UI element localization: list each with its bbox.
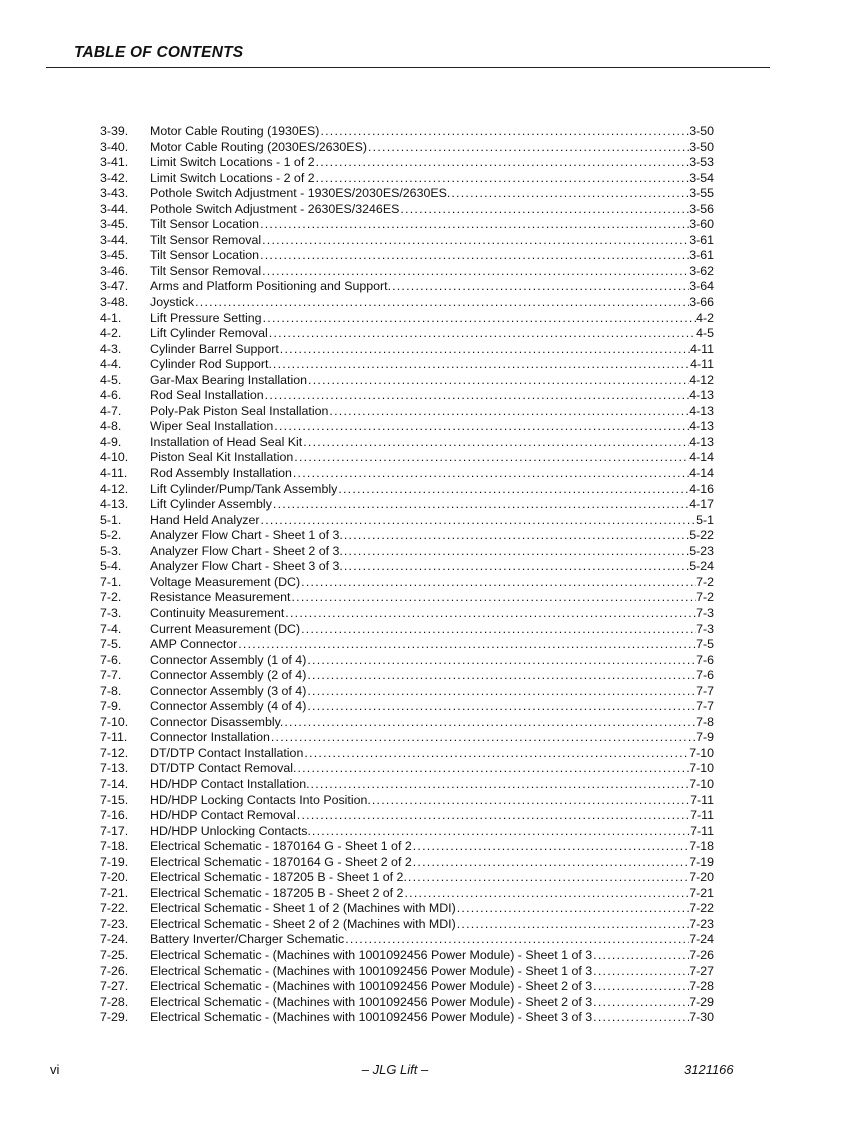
toc-entry-title: HD/HDP Unlocking Contacts.: [150, 823, 311, 838]
dot-leader: [264, 388, 690, 404]
toc-entry[interactable]: [100, 404, 714, 420]
toc-entry-page: 4-2: [696, 310, 714, 325]
toc-entry-number: 3-47.: [100, 279, 129, 294]
toc-entry[interactable]: [100, 777, 714, 793]
toc-entry-page: 7-27: [689, 963, 714, 978]
toc-entry-number: 4-7.: [100, 403, 122, 418]
toc-entry-number: 7-9.: [100, 699, 122, 714]
dot-leader: [319, 124, 689, 140]
toc-entry-title: HD/HDP Locking Contacts Into Position.: [150, 792, 371, 807]
dot-leader: [407, 870, 689, 886]
toc-entry[interactable]: [100, 653, 714, 669]
dot-leader: [315, 171, 690, 187]
toc-entry-number: 3-39.: [100, 124, 129, 138]
toc-entry[interactable]: [100, 901, 714, 917]
dot-leader: [300, 575, 696, 591]
dot-leader: [337, 482, 689, 498]
toc-entry-page: 3-62: [689, 263, 714, 278]
toc-entry-page: 5-1: [696, 512, 714, 527]
toc-entry-title: Electrical Schematic - (Machines with 1001092456 Power Module) - Sheet 3 of 3: [150, 1010, 593, 1025]
toc-entry-title: Tilt Sensor Removal: [150, 263, 262, 278]
toc-entry-page: 4-11: [690, 357, 714, 372]
toc-entry-title: Analyzer Flow Chart - Sheet 2 of 3.: [150, 543, 343, 558]
dot-leader: [412, 839, 689, 855]
toc-entry-number: 4-13.: [100, 497, 129, 512]
toc-entry-number: 3-48.: [100, 295, 129, 310]
toc-entry-number: 7-20.: [100, 870, 129, 885]
toc-entry[interactable]: [100, 730, 714, 746]
toc-entry-page: 7-26: [689, 947, 714, 962]
toc-entry[interactable]: [100, 622, 714, 638]
dot-leader: [450, 186, 689, 202]
toc-entry-title: Tilt Sensor Removal: [150, 232, 262, 247]
dot-leader: [310, 777, 690, 793]
toc-entry[interactable]: [100, 870, 714, 886]
toc-entry-title: HD/HDP Contact Installation.: [150, 776, 310, 791]
toc-entry-number: 3-42.: [100, 170, 129, 185]
toc-entry-page: 3-55: [689, 186, 714, 201]
toc-entry-title: Gar-Max Bearing Installation: [150, 372, 308, 387]
toc-entry-number: 4-8.: [100, 419, 122, 434]
toc-entry-title: Connector Assembly (2 of 4): [150, 668, 307, 683]
footer-doc-number: 3121166: [684, 1062, 734, 1077]
toc-entry-title: Pothole Switch Adjustment - 1930ES/2030ES/2630ES.: [150, 186, 451, 201]
toc-entry[interactable]: [100, 342, 714, 358]
dot-leader: [344, 932, 689, 948]
toc-entry[interactable]: [100, 124, 714, 140]
dot-leader: [296, 808, 690, 824]
toc-entry-number: 5-1.: [100, 512, 122, 527]
toc-entry-title: Motor Cable Routing (1930ES): [150, 124, 320, 138]
toc-entry-number: 7-22.: [100, 901, 129, 916]
toc-entry-page: 3-64: [689, 279, 714, 294]
toc-entry-number: 5-4.: [100, 559, 122, 574]
toc-entry-title: Motor Cable Routing (2030ES/2630ES): [150, 139, 367, 154]
toc-entry-page: 3-61: [689, 232, 714, 247]
dot-leader: [284, 606, 696, 622]
toc-entry[interactable]: [100, 202, 714, 218]
dot-leader: [300, 622, 696, 638]
dot-leader: [306, 653, 696, 669]
dot-leader: [456, 917, 689, 933]
toc-entry-title: Tilt Sensor Location: [150, 217, 260, 232]
toc-entry-page: 3-53: [689, 155, 714, 170]
dot-leader: [592, 948, 689, 964]
toc-entry-title: Lift Pressure Setting: [150, 310, 262, 325]
toc-entry-page: 7-19: [689, 854, 714, 869]
dot-leader: [592, 979, 689, 995]
toc-entry-title: Lift Cylinder/Pump/Tank Assembly: [150, 481, 338, 496]
toc-entry-page: 7-24: [689, 932, 714, 947]
toc-entry-page: 7-18: [689, 839, 714, 854]
toc-entry-title: Joystick: [150, 295, 195, 310]
toc-entry-title: Current Measurement (DC): [150, 621, 301, 636]
toc-entry-title: Piston Seal Kit Installation: [150, 450, 294, 465]
toc-entry[interactable]: [100, 948, 714, 964]
toc-entry-page: 7-21: [689, 885, 714, 900]
toc-entry-page: 7-29: [689, 994, 714, 1009]
toc-entry-title: Cylinder Barrel Support: [150, 341, 279, 356]
toc-entry-page: 7-3: [696, 621, 714, 636]
toc-entry-number: 7-6.: [100, 652, 122, 667]
toc-entry-page: 3-61: [689, 248, 714, 263]
toc-entry[interactable]: [100, 1010, 714, 1026]
toc-entry-number: 7-5.: [100, 637, 122, 652]
dot-leader: [262, 311, 697, 327]
toc-entry-title: Installation of Head Seal Kit: [150, 434, 303, 449]
toc-entry[interactable]: [100, 995, 714, 1011]
toc-entry-number: 7-14.: [100, 776, 129, 791]
toc-entry[interactable]: [100, 497, 714, 513]
toc-entry-page: 7-2: [696, 574, 714, 589]
toc-entry-number: 4-10.: [100, 450, 129, 465]
toc-entry-number: 4-9.: [100, 434, 122, 449]
toc-entry-number: 3-41.: [100, 155, 129, 170]
toc-entry-title: Electrical Schematic - Sheet 2 of 2 (Machines with MDI): [150, 916, 456, 931]
toc-entry-page: 4-14: [689, 450, 714, 465]
dot-leader: [343, 544, 689, 560]
dot-leader: [261, 233, 689, 249]
toc-entry-page: 5-23: [689, 543, 714, 558]
toc-entry-number: 7-10.: [100, 714, 129, 729]
toc-entry-page: 4-13: [689, 403, 714, 418]
toc-entry-title: Resistance Measurement: [150, 590, 291, 605]
toc-entry-title: Arms and Platform Positioning and Support.: [150, 279, 392, 294]
page-title: TABLE OF CONTENTS: [74, 44, 244, 61]
dot-leader: [343, 528, 689, 544]
dot-leader: [296, 761, 689, 777]
toc-entry-number: 7-19.: [100, 854, 129, 869]
toc-entry-title: Connector Assembly (1 of 4): [150, 652, 307, 667]
toc-entry-page: 7-28: [689, 979, 714, 994]
dot-leader: [328, 404, 689, 420]
toc-entry-page: 7-8: [696, 714, 714, 729]
toc-entry-title: Electrical Schematic - (Machines with 1001092456 Power Module) - Sheet 2 of 3: [150, 979, 593, 994]
toc-entry-page: 7-3: [696, 605, 714, 620]
toc-entry-title: Connector Assembly (3 of 4): [150, 683, 307, 698]
toc-entry-page: 7-2: [696, 590, 714, 605]
toc-entry-title: Limit Switch Locations - 1 of 2: [150, 155, 315, 170]
table-of-contents: [100, 124, 714, 1026]
toc-entry-title: Analyzer Flow Chart - Sheet 1 of 3.: [150, 528, 343, 543]
toc-entry-page: 4-17: [689, 497, 714, 512]
dot-leader: [315, 155, 690, 171]
toc-entry-title: Lift Cylinder Assembly: [150, 497, 272, 512]
toc-entry-page: 3-66: [689, 295, 714, 310]
toc-entry-page: 7-10: [689, 776, 714, 791]
dot-leader: [306, 684, 696, 700]
toc-entry-page: 7-22: [689, 901, 714, 916]
toc-entry[interactable]: [100, 559, 714, 575]
toc-entry[interactable]: [100, 886, 714, 902]
dot-leader: [194, 295, 689, 311]
toc-entry-number: 4-3.: [100, 341, 122, 356]
toc-entry-number: 4-4.: [100, 357, 122, 372]
toc-entry-number: 7-13.: [100, 761, 129, 776]
toc-entry-number: 3-44.: [100, 232, 129, 247]
dot-leader: [456, 901, 689, 917]
toc-entry-number: 7-2.: [100, 590, 122, 605]
toc-entry-page: 5-24: [689, 559, 714, 574]
toc-entry[interactable]: [100, 839, 714, 855]
toc-entry[interactable]: [100, 699, 714, 715]
toc-entry[interactable]: [100, 357, 714, 373]
toc-entry-number: 7-12.: [100, 745, 129, 760]
dot-leader: [307, 373, 689, 389]
toc-entry-title: Rod Assembly Installation: [150, 466, 292, 481]
toc-entry-page: 3-50: [689, 124, 714, 138]
toc-entry-number: 3-45.: [100, 217, 129, 232]
toc-entry-page: 7-6: [696, 652, 714, 667]
toc-entry[interactable]: [100, 295, 714, 311]
toc-entry-page: 4-5: [696, 326, 714, 341]
toc-entry-page: 4-14: [689, 466, 714, 481]
footer-page-number: vi: [50, 1062, 60, 1077]
toc-entry[interactable]: [100, 279, 714, 295]
toc-entry-number: 7-8.: [100, 683, 122, 698]
dot-leader: [259, 217, 689, 233]
dot-leader: [391, 279, 689, 295]
toc-entry-page: 7-30: [689, 1010, 714, 1025]
dot-leader: [303, 746, 689, 762]
dot-leader: [302, 435, 689, 451]
toc-entry-title: DT/DTP Contact Installation: [150, 745, 304, 760]
toc-entry-page: 7-10: [689, 745, 714, 760]
toc-entry-title: HD/HDP Contact Removal: [150, 808, 296, 823]
toc-entry[interactable]: [100, 186, 714, 202]
toc-entry[interactable]: [100, 808, 714, 824]
toc-entry-number: 3-43.: [100, 186, 129, 201]
toc-entry[interactable]: [100, 668, 714, 684]
toc-entry[interactable]: [100, 140, 714, 156]
toc-entry-number: 7-25.: [100, 947, 129, 962]
toc-entry-title: Lift Cylinder Removal: [150, 326, 268, 341]
toc-entry-number: 4-11.: [100, 466, 128, 481]
dot-leader: [273, 419, 689, 435]
toc-entry-number: 7-27.: [100, 979, 129, 994]
footer-publisher: – JLG Lift –: [361, 1062, 429, 1077]
toc-entry[interactable]: [100, 824, 714, 840]
toc-entry[interactable]: [100, 171, 714, 187]
dot-leader: [272, 357, 690, 373]
toc-entry-page: 3-54: [689, 170, 714, 185]
dot-leader: [592, 995, 689, 1011]
toc-entry[interactable]: [100, 217, 714, 233]
dot-leader: [283, 715, 696, 731]
toc-entry-number: 5-3.: [100, 543, 122, 558]
toc-entry-title: Tilt Sensor Location: [150, 248, 260, 263]
toc-entry-number: 3-44.: [100, 201, 129, 216]
toc-entry-title: Analyzer Flow Chart - Sheet 3 of 3.: [150, 559, 343, 574]
toc-entry-number: 7-15.: [100, 792, 129, 807]
toc-entry[interactable]: [100, 326, 714, 342]
toc-entry[interactable]: [100, 855, 714, 871]
toc-entry-page: 3-60: [689, 217, 714, 232]
toc-entry-page: 7-11: [690, 823, 714, 838]
dot-leader: [399, 202, 689, 218]
toc-entry[interactable]: [100, 482, 714, 498]
toc-entry-page: 4-13: [689, 419, 714, 434]
toc-entry-page: 4-13: [689, 434, 714, 449]
dot-leader: [272, 497, 689, 513]
toc-entry-number: 7-1.: [100, 574, 122, 589]
toc-entry-title: Electrical Schematic - (Machines with 1001092456 Power Module) - Sheet 1 of 3: [150, 963, 593, 978]
toc-entry-number: 4-2.: [100, 326, 122, 341]
toc-entry[interactable]: [100, 575, 714, 591]
toc-entry-title: DT/DTP Contact Removal.: [150, 761, 297, 776]
toc-entry-title: Cylinder Rod Support.: [150, 357, 272, 372]
toc-entry-number: 4-5.: [100, 372, 122, 387]
toc-entry-title: Electrical Schematic - (Machines with 1001092456 Power Module) - Sheet 1 of 3: [150, 947, 593, 962]
toc-entry-title: Voltage Measurement (DC): [150, 574, 301, 589]
toc-entry[interactable]: [100, 264, 714, 280]
dot-leader: [291, 590, 697, 606]
header-rule: [46, 67, 770, 68]
toc-entry-number: 7-3.: [100, 605, 122, 620]
toc-entry[interactable]: [100, 311, 714, 327]
toc-entry-page: 7-6: [696, 668, 714, 683]
toc-entry-number: 7-28.: [100, 994, 129, 1009]
toc-entry[interactable]: [100, 544, 714, 560]
dot-leader: [306, 699, 696, 715]
toc-entry-page: 7-10: [689, 761, 714, 776]
toc-entry[interactable]: [100, 637, 714, 653]
toc-entry-page: 4-12: [689, 372, 714, 387]
toc-entry-title: AMP Connector: [150, 637, 238, 652]
dot-leader: [279, 342, 690, 358]
toc-entry-number: 7-17.: [100, 823, 129, 838]
toc-entry-page: 5-22: [689, 528, 714, 543]
toc-entry-page: 4-11: [690, 341, 714, 356]
toc-entry-page: 7-7: [696, 699, 714, 714]
toc-entry-number: 4-6.: [100, 388, 122, 403]
toc-entry-title: Wiper Seal Installation: [150, 419, 274, 434]
toc-entry[interactable]: [100, 964, 714, 980]
toc-entry-title: Electrical Schematic - 187205 B - Sheet 2 of 2: [150, 885, 404, 900]
toc-entry-number: 5-2.: [100, 528, 122, 543]
toc-entry-title: Poly-Pak Piston Seal Installation: [150, 403, 329, 418]
dot-leader: [292, 466, 689, 482]
toc-entry[interactable]: [100, 917, 714, 933]
toc-entry-page: 4-16: [689, 481, 714, 496]
toc-entry-number: 7-18.: [100, 839, 129, 854]
toc-entry-number: 3-40.: [100, 139, 129, 154]
toc-entry-title: Electrical Schematic - 1870164 G - Sheet 1 of 2: [150, 839, 412, 854]
toc-entry[interactable]: [100, 979, 714, 995]
toc-entry-page: 3-56: [689, 201, 714, 216]
dot-leader: [592, 964, 689, 980]
toc-entry[interactable]: [100, 155, 714, 171]
dot-leader: [311, 824, 690, 840]
toc-entry[interactable]: [100, 435, 714, 451]
toc-entry-title: Rod Seal Installation: [150, 388, 264, 403]
toc-entry-number: 7-29.: [100, 1010, 129, 1025]
toc-entry-number: 7-24.: [100, 932, 129, 947]
toc-entry[interactable]: [100, 248, 714, 264]
toc-entry[interactable]: [100, 746, 714, 762]
toc-entry[interactable]: [100, 233, 714, 249]
toc-entry-title: Electrical Schematic - 1870164 G - Sheet 2 of 2: [150, 854, 412, 869]
toc-entry-title: Hand Held Analyzer: [150, 512, 260, 527]
toc-entry-page: 3-50: [689, 139, 714, 154]
toc-entry[interactable]: [100, 513, 714, 529]
toc-entry[interactable]: [100, 606, 714, 622]
dot-leader: [343, 559, 689, 575]
toc-entry-page: 7-23: [689, 916, 714, 931]
dot-leader: [259, 248, 689, 264]
toc-entry-number: 7-16.: [100, 808, 129, 823]
toc-entry[interactable]: [100, 932, 714, 948]
toc-entry-number: 4-12.: [100, 481, 129, 496]
toc-entry[interactable]: [100, 590, 714, 606]
toc-entry[interactable]: [100, 388, 714, 404]
dot-leader: [371, 793, 690, 809]
toc-entry-title: Limit Switch Locations - 2 of 2: [150, 170, 315, 185]
toc-entry[interactable]: [100, 466, 714, 482]
dot-leader: [306, 668, 696, 684]
toc-entry[interactable]: [100, 684, 714, 700]
toc-entry[interactable]: [100, 419, 714, 435]
toc-entry-title: Connector Assembly (4 of 4): [150, 699, 307, 714]
dot-leader: [270, 730, 696, 746]
toc-entry[interactable]: [100, 793, 714, 809]
dot-leader: [367, 140, 689, 156]
toc-entry-number: 3-45.: [100, 248, 129, 263]
dot-leader: [592, 1010, 689, 1026]
dot-leader: [237, 637, 696, 653]
toc-entry-number: 7-4.: [100, 621, 122, 636]
dot-leader: [412, 855, 689, 871]
toc-entry[interactable]: [100, 373, 714, 389]
toc-entry-title: Battery Inverter/Charger Schematic: [150, 932, 345, 947]
dot-leader: [268, 326, 696, 342]
dot-leader: [293, 450, 689, 466]
toc-entry-page: 7-7: [696, 683, 714, 698]
toc-entry-number: 7-11.: [100, 730, 128, 745]
toc-entry[interactable]: [100, 450, 714, 466]
toc-entry-page: 7-20: [689, 870, 714, 885]
dot-leader: [260, 513, 697, 529]
toc-entry[interactable]: [100, 528, 714, 544]
toc-entry-number: 7-21.: [100, 885, 129, 900]
toc-entry-page: 7-5: [696, 637, 714, 652]
dot-leader: [261, 264, 689, 280]
toc-entry-title: Connector Installation: [150, 730, 270, 745]
toc-entry-title: Continuity Measurement: [150, 605, 285, 620]
toc-entry-page: 7-9: [696, 730, 714, 745]
toc-entry-title: Electrical Schematic - 187205 B - Sheet 1 of 2.: [150, 870, 407, 885]
toc-entry-page: 7-11: [690, 808, 714, 823]
toc-entry-title: Electrical Schematic - (Machines with 1001092456 Power Module) - Sheet 2 of 3: [150, 994, 593, 1009]
toc-entry-title: Pothole Switch Adjustment - 2630ES/3246ES: [150, 201, 400, 216]
toc-entry-title: Connector Disassembly.: [150, 714, 284, 729]
toc-entry[interactable]: [100, 761, 714, 777]
toc-entry-number: 7-23.: [100, 916, 129, 931]
toc-entry-number: 7-26.: [100, 963, 129, 978]
toc-entry-number: 3-46.: [100, 263, 129, 278]
toc-entry-page: 4-13: [689, 388, 714, 403]
toc-entry-page: 7-11: [690, 792, 714, 807]
toc-entry-number: 4-1.: [100, 310, 122, 325]
dot-leader: [403, 886, 689, 902]
toc-entry[interactable]: [100, 715, 714, 731]
toc-entry-number: 7-7.: [100, 668, 122, 683]
toc-entry-title: Electrical Schematic - Sheet 1 of 2 (Machines with MDI): [150, 901, 456, 916]
